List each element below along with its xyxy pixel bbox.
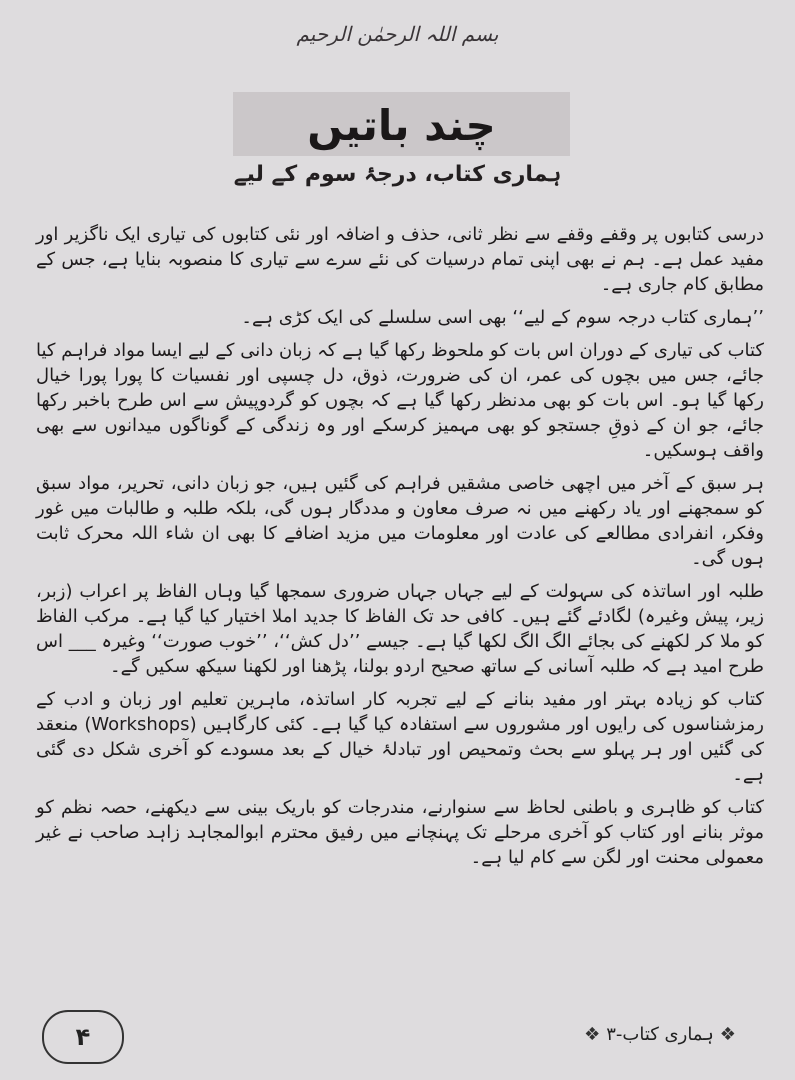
page-number: ۴ [42,1010,124,1064]
paragraph: کتاب کو زیادہ بہتر اور مفید بنانے کے لیے تجربہ کار اساتذہ، ماہرین تعلیم اور زبان و ادب کے رمزشناسوں کی رایوں اور مشوروں سے استفادہ کیا گیا ہے۔ کئی کارگاہیں (Workshops) منعقد کی گئیں اور ہر پہلو سے بحث وتمحیص اور تبادلۂ خیال کے بعد مسودے کو آخری شکل دی گئی ہے۔ [36,689,765,785]
body-text [36,222,764,878]
paragraph: ’’ہماری کتاب درجہ سوم کے لیے‘‘ بھی اسی سلسلے کی ایک کڑی ہے۔ [241,307,764,328]
page-subtitle: ہماری کتاب، درجۂ سوم کے لیے [233,162,562,187]
paragraph: طلبہ اور اساتذہ کی سہولت کے لیے جہاں جہاں ضروری سمجھا گیا وہاں الفاظ پر اعراب (زبر، زیر، پیش وغیرہ) لگادئے گئے ہیں۔ کافی حد تک الفاظ کا جدید املا اختیار کیا گیا ہے۔ مرکب الفاظ کو ملا کر لکھنے کی بجائے الگ الگ لکھا گیا ہے۔ جیسے ’’دل کش‘‘، ’’خوب صورت‘‘ وغیرہ ___ اس طرح امید ہے کہ طلبہ آسانی کے ساتھ صحیح اردو بولنا، پڑھنا اور لکھنا سیکھ سکیں گے۔ [36,581,764,677]
paragraph: کتاب کی تیاری کے دوران اس بات کو ملحوظ رکھا گیا ہے کہ زبان دانی کے لیے ایسا مواد فراہم کیا جائے، جس میں بچوں کی عمر، ان کی ضرورت، ذوق، دل چسپی اور نفسیات کا پورا پورا خیال رکھا گیا ہو۔ اس بات کو بھی مدنظر رکھا گیا ہے کہ بچوں کو گردوپیش سے اس طرح باخبر رکھا جائے، جو ان کے ذوقِ جستجو کو بھی مہمیز کرسکے اور وہ زندگی کے گوناگوں میدانوں سے بھی واقف ہوسکیں۔ [36,340,764,461]
paragraph: کتاب کو ظاہری و باطنی لحاظ سے سنوارنے، مندرجات کو باریک بینی سے دیکھنے، حصہ نظم کو موثر بنانے اور کتاب کو آخری مرحلے تک پہنچانے میں رفیق محترم ابوالمجاہد زاہد صاحب نے غیر معمولی محنت اور لگن سے کام لیا ہے۔ [36,797,764,868]
book-label: ہماری کتاب-۳ [606,1024,714,1045]
bismillah-header: بسم اللہ الرحمٰن الرحیم [296,22,499,46]
ornament-icon: ❖ [719,1024,736,1045]
page-title: چند باتیں [307,101,496,150]
paragraph: درسی کتابوں پر وقفے وقفے سے نظر ثانی، حذف و اضافہ اور نئی کتابوں کی تیاری ایک ناگزیر اور مفید عمل ہے۔ ہم نے بھی اپنی تمام درسیات کی نئے سرے سے تیاری کا منصوبہ بنایا ہے، جس کے مطابق کام جاری ہے۔ [36,224,764,295]
ornament-icon: ❖ [584,1024,601,1045]
paragraph: ہر سبق کے آخر میں اچھی خاصی مشقیں فراہم کی گئیں ہیں، جو زبان دانی، تحریر، مواد سبق کو سمجھنے اور یاد رکھنے میں نہ صرف معاون و مددگار ہوں گی، بلکہ طلبہ و طالبات میں غور وفکر، انفرادی مطالعے کی عادت اور معلومات میں مزید اضافے کا بھی ان شاء اللہ محرک ثابت ہوں گی۔ [36,473,764,569]
footer-book-label [560,1020,760,1050]
